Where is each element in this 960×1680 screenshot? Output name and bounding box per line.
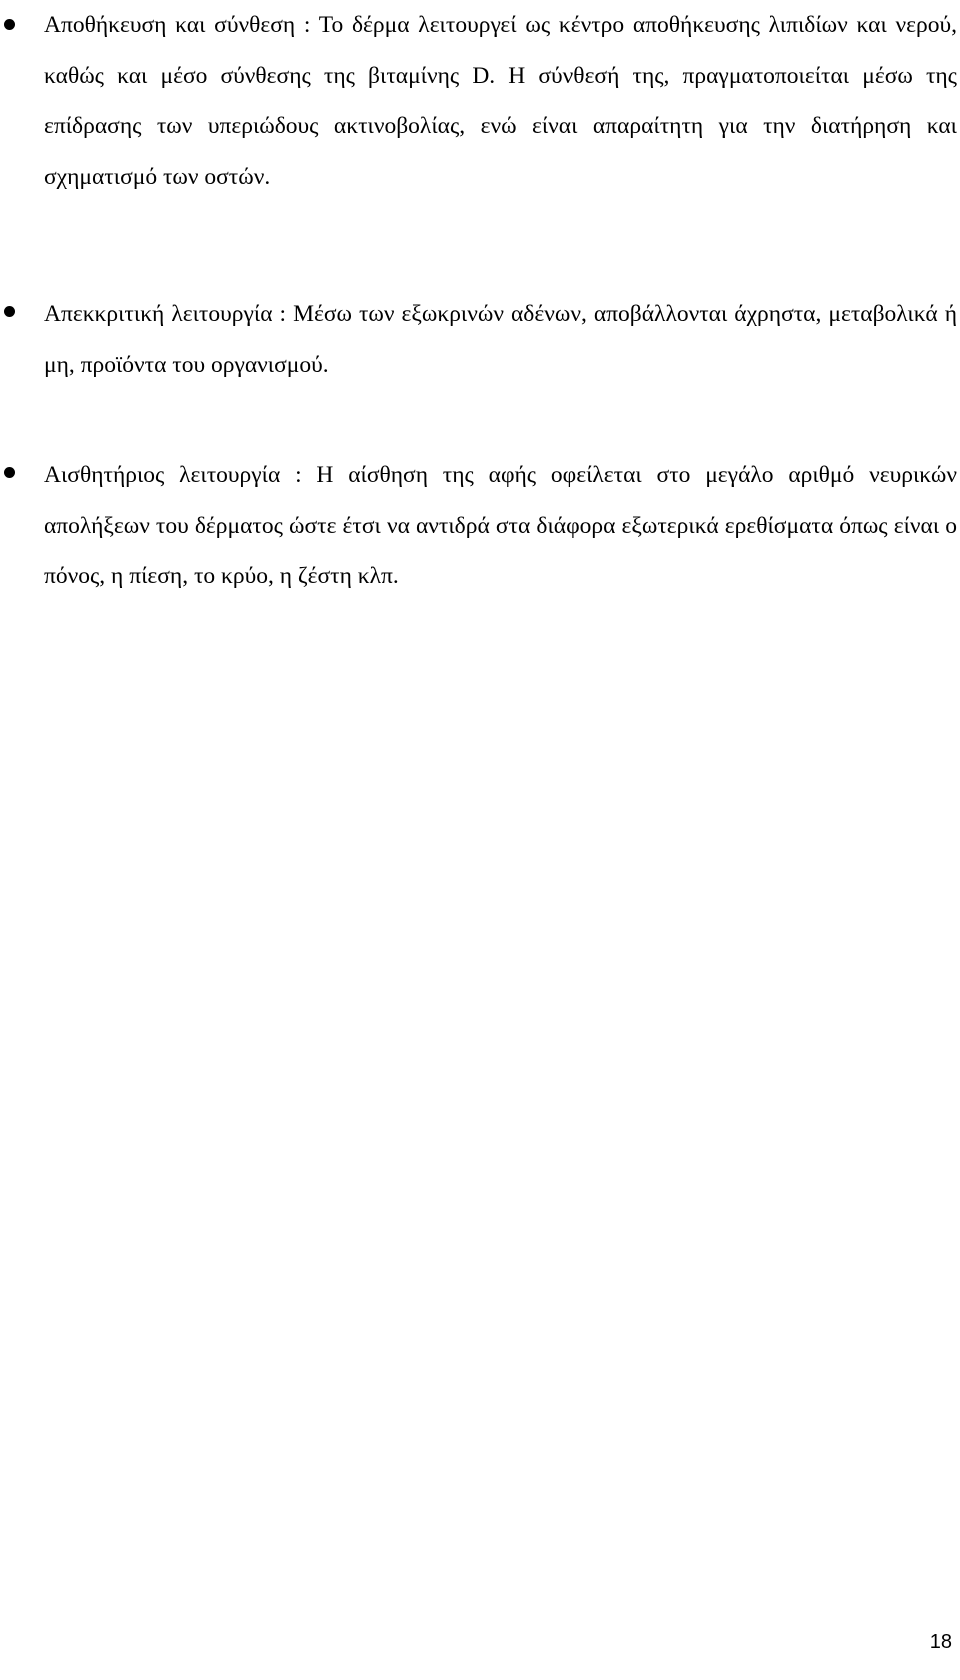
bullet-icon xyxy=(4,306,15,317)
bullet-icon xyxy=(4,467,15,478)
page-number: 18 xyxy=(929,1631,952,1653)
bullet-text: Αποθήκευση και σύνθεση : Το δέρμα λειτουργεί ως κέντρο αποθήκευσης λιπιδίων και νερού, καθώς και μέσο σύνθεσης της βιταμίνης D. Η σύνθεσή της, πραγματοποιείται μέσω της επίδρασης των υπεριώδους ακτινοβολίας, ενώ είναι απαραίτητη για την διατήρηση και σχηματισμό των οστών. xyxy=(44,12,957,190)
bullet-text: Απεκκριτική λειτουργία : Μέσω των εξωκρινών αδένων, αποβάλλονται άχρηστα, μεταβολικά ή μη, προϊόντα του οργανισμού. xyxy=(44,301,957,378)
bullet-text: Αισθητήριος λειτουργία : Η αίσθηση της αφής οφείλεται στο μεγάλο αριθμό νευρικών απολήξεων του δέρματος ώστε έτσι να αντιδρά στα διάφορα εξωτερικά ερεθίσματα όπως είναι ο πόνος, η πίεση, το κρύο, η ζέστη κλπ. xyxy=(44,462,957,589)
bullet-icon xyxy=(4,19,15,30)
